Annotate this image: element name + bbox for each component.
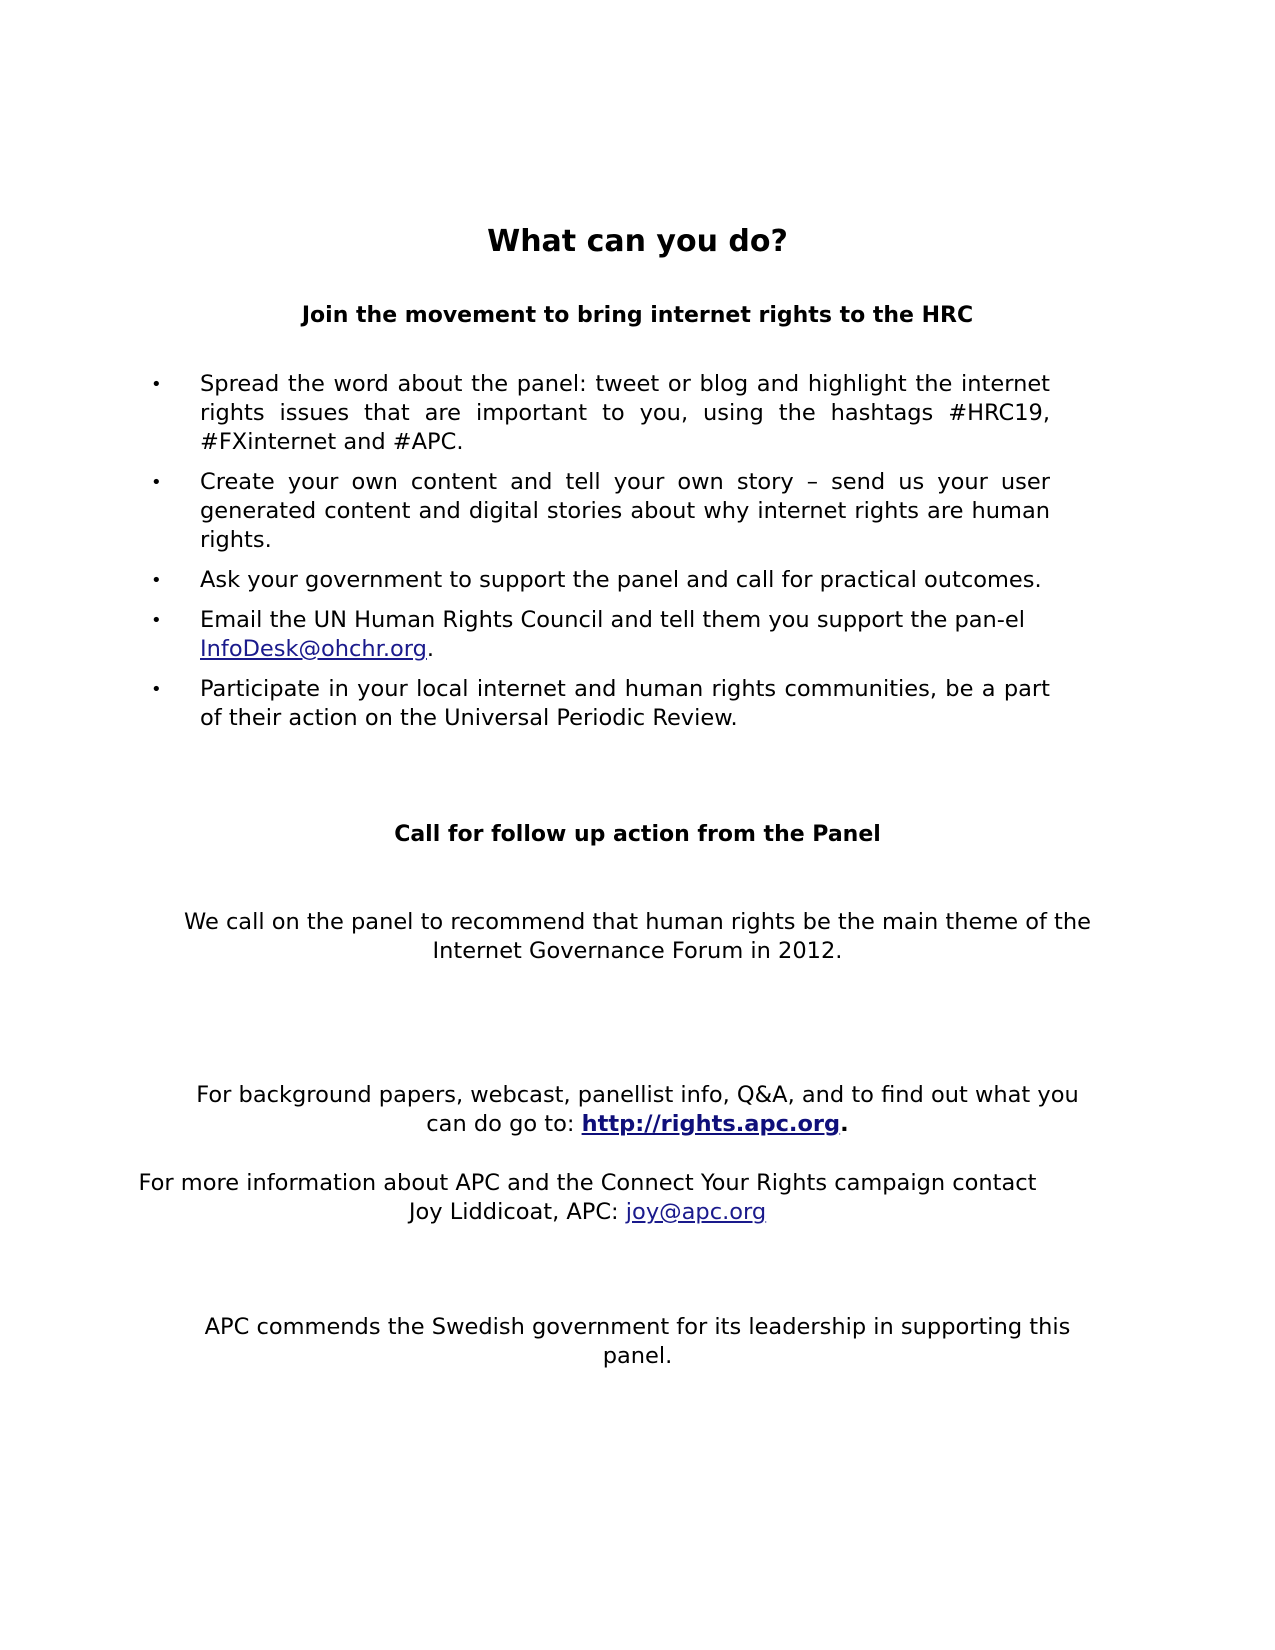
bullet-icon: • xyxy=(151,374,162,395)
bullet-icon: • xyxy=(151,570,162,591)
follow-up-line-2: Internet Governance Forum in 2012. xyxy=(432,938,843,964)
background-suffix: . xyxy=(840,1111,849,1137)
list-item-text: Create your own content and tell your own story – send us your user generated content and digital stories about why internet rights are human rights. xyxy=(200,469,1050,553)
section-subtitle: Join the movement to bring internet rights to the HRC xyxy=(301,303,974,328)
list-item-text: Participate in your local internet and human rights communities, be a part of their action on the Universal Periodic Review. xyxy=(200,676,1050,731)
background-line-1: For background papers, webcast, panellist info, Q&A, and to find out what you xyxy=(196,1082,1079,1108)
contact-paragraph xyxy=(0,1169,1175,1227)
commendation-line-1: APC commends the Swedish government for its leadership in supporting this xyxy=(204,1314,1071,1340)
follow-up-heading: Call for follow up action from the Panel xyxy=(394,822,881,847)
infodesk-email-link[interactable]: InfoDesk@ohchr.org xyxy=(200,636,427,662)
list-item xyxy=(150,606,1050,664)
background-prefix: can do go to: xyxy=(426,1111,582,1137)
joy-email-link[interactable]: joy@apc.org xyxy=(625,1199,767,1225)
contact-line-1: For more information about APC and the Connect Your Rights campaign contact xyxy=(138,1170,1037,1196)
follow-up-paragraph xyxy=(0,908,1275,966)
bullet-icon: • xyxy=(151,472,162,493)
background-line-2 xyxy=(0,1110,1275,1139)
list-item xyxy=(150,468,1050,555)
rights-apc-link[interactable]: http://rights.apc.org xyxy=(581,1111,841,1137)
bullet-icon: • xyxy=(151,679,162,700)
bullet-icon: • xyxy=(151,610,162,631)
background-paragraph xyxy=(0,1081,1275,1139)
follow-up-line-1: We call on the panel to recommend that human rights be the main theme of the xyxy=(184,909,1091,935)
commendation-paragraph xyxy=(0,1313,1275,1371)
list-item xyxy=(150,566,1050,595)
list-item xyxy=(150,370,1050,457)
contact-prefix: Joy Liddicoat, APC: xyxy=(408,1199,626,1225)
contact-line-2 xyxy=(0,1198,1175,1227)
list-item xyxy=(150,675,1050,733)
list-item-text: Email the UN Human Rights Council and tell them you support the pan-el xyxy=(200,607,1025,633)
list-item-text: Spread the word about the panel: tweet or blog and highlight the internet rights issues that are important to you, using the hashtags #HRC19, #FXinternet and #APC. xyxy=(200,371,1050,455)
commendation-line-2: panel. xyxy=(602,1343,673,1369)
list-item-text: Ask your government to support the panel and call for practical outcomes. xyxy=(200,567,1042,593)
page-title: What can you do? xyxy=(487,224,788,259)
action-list xyxy=(150,370,1050,744)
list-item-text-end: . xyxy=(426,636,435,662)
